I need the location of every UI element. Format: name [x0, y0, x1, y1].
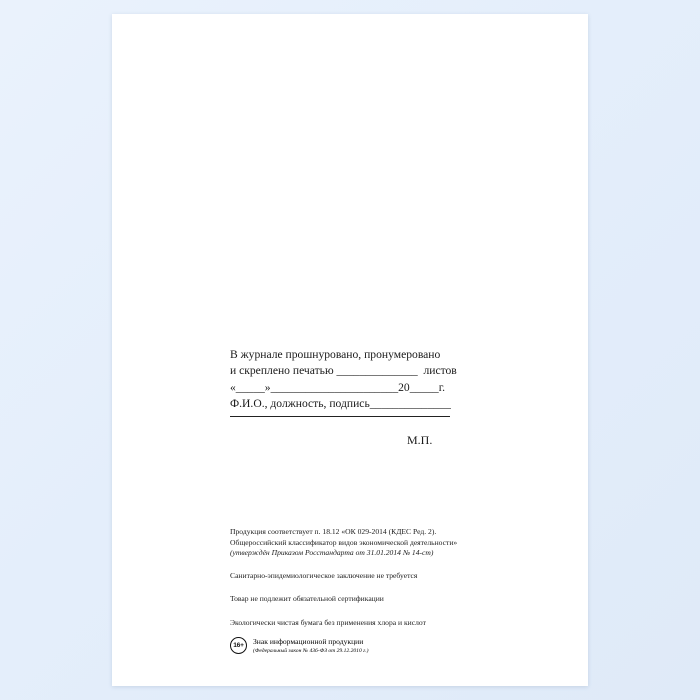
certification-line-3: «_____»______________________20_____г. — [230, 380, 446, 394]
certification-note: Товар не подлежит обязательной сертификации — [230, 594, 384, 604]
certification-block — [230, 347, 530, 417]
age-rating-block — [230, 637, 369, 655]
signature-rule — [230, 415, 450, 417]
document-page — [112, 14, 588, 686]
eco-paper-note: Экологически чистая бумага без применения хлора и кислот — [230, 617, 426, 627]
certification-line-1: В журнале прошнуровано, пронумеровано — [230, 348, 441, 361]
certification-line-4: Ф.И.О., должность, подпись______________ — [230, 397, 451, 411]
age-rating-title: Знак информационной продукции — [253, 637, 364, 646]
stamp-mark: М.П. — [407, 433, 433, 447]
okved-line-2: Общероссийский классификатор видов экономической деятельности» — [230, 537, 458, 547]
okved-line-1: Продукция соответствует п. 18.12 «ОК 029-2014 (КДЕС Ред. 2). — [230, 527, 437, 536]
age-rating-subtitle: (Федеральный закон № 436-ФЗ от 29.12.2010 г.) — [253, 647, 369, 654]
okved-line-3: (утверждён Приказом Росстандарта от 31.01.2014 № 14-ст) — [230, 548, 434, 558]
footer-block — [230, 527, 560, 642]
age-rating-text — [253, 637, 369, 655]
sanitary-note: Санитарно-эпидемиологическое заключение не требуется — [230, 570, 418, 580]
okved-group — [230, 527, 560, 559]
certification-line-2: и скреплено печатью ______________ листов — [230, 364, 457, 378]
age-rating-icon: 16+ — [230, 637, 247, 654]
